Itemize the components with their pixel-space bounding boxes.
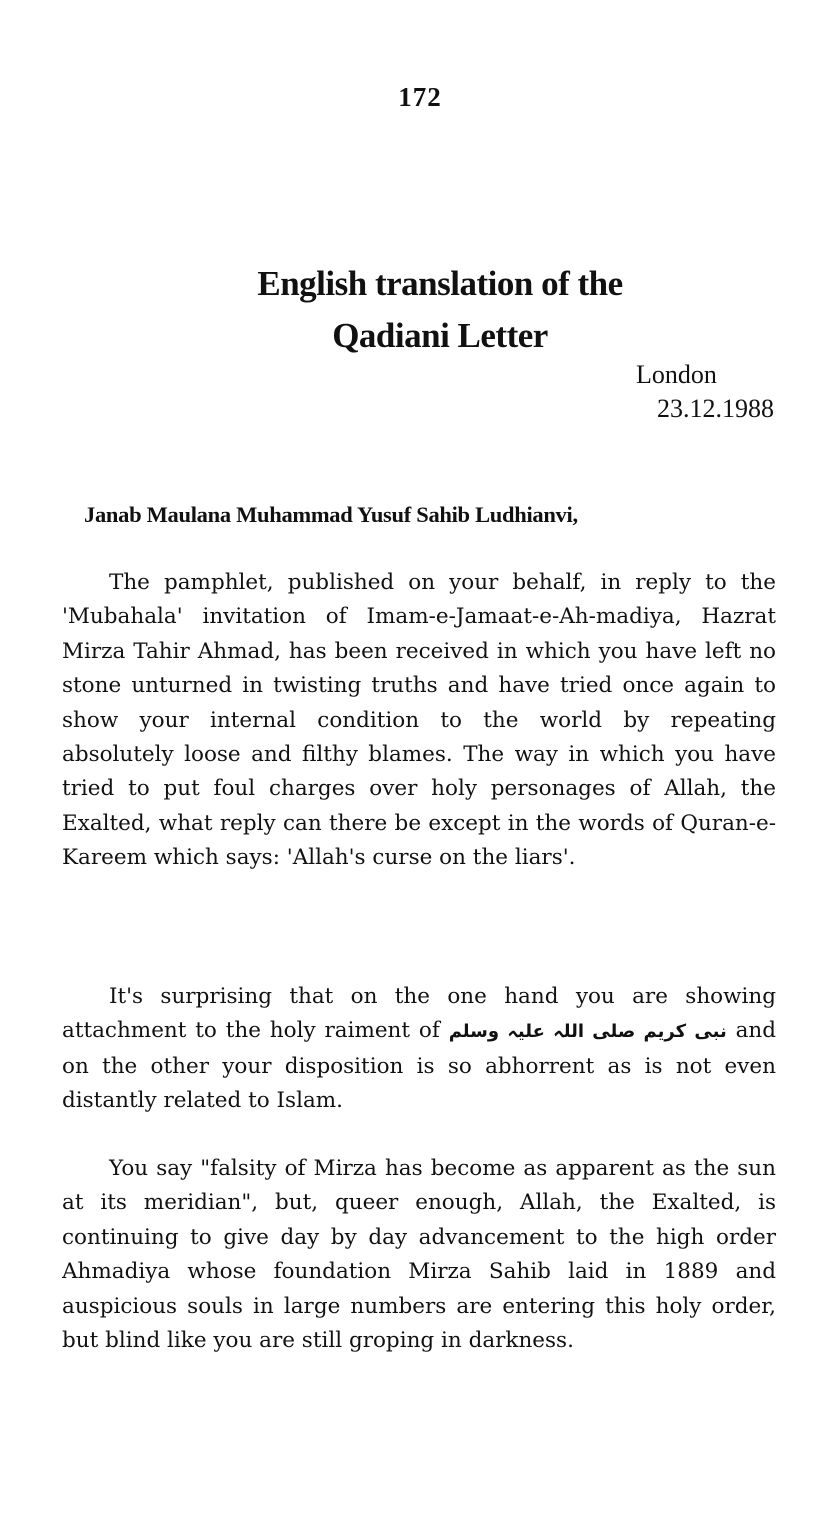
title-line-1: English translation of the bbox=[257, 264, 623, 303]
letter-place: London bbox=[636, 360, 717, 389]
page-number: 172 bbox=[398, 82, 442, 112]
paragraph-2-text-after: and on the other your disposition is so abhorrent as is not even distantly related to Islam. bbox=[62, 1018, 776, 1114]
paragraph-3: You say "falsity of Mirza has become as apparent as the sun at its meridian", but, queer enough, Allah, the Exalted, is continuing to give day by day advancement to the high order Ahmadiya whose foundation Mirza Sahib laid in 1889 and auspicious souls in large numbers are entering this holy order, but blind like you are still groping in darkness. bbox=[62, 1156, 776, 1354]
salutation: Janab Maulana Muhammad Yusuf Sahib Ludhianvi, bbox=[84, 502, 578, 527]
letter-place-date bbox=[560, 358, 774, 426]
title-line-2: Qadiani Letter bbox=[332, 316, 548, 355]
paragraph-1: The pamphlet, published on your behalf, in reply to the 'Mubahala' invitation of Imam-e-Jamaat-e-Ah-madiya, Hazrat Mirza Tahir Ahmad, has been received in which you have left no stone unturned in twisting truths and have tried once again to show your internal condition to the world by repeating absolutely loose and filthy blames. The way in which you have tried to put foul charges over holy personages of Allah, the Exalted, what reply can there be except in the words of Quran-e-Kareem which says: 'Allah's curse on the liars'. bbox=[62, 570, 776, 871]
arabic-honorific: نبی کریم صلی اللہ علیہ وسلم bbox=[448, 1021, 727, 1043]
letter-date: 23.12.1988 bbox=[657, 394, 774, 423]
paragraph-2-text-before: It's surprising that on the one hand you are showing attachment to the holy raiment of bbox=[62, 984, 776, 1044]
paragraph-2 bbox=[62, 980, 776, 1119]
page-title bbox=[140, 258, 740, 362]
